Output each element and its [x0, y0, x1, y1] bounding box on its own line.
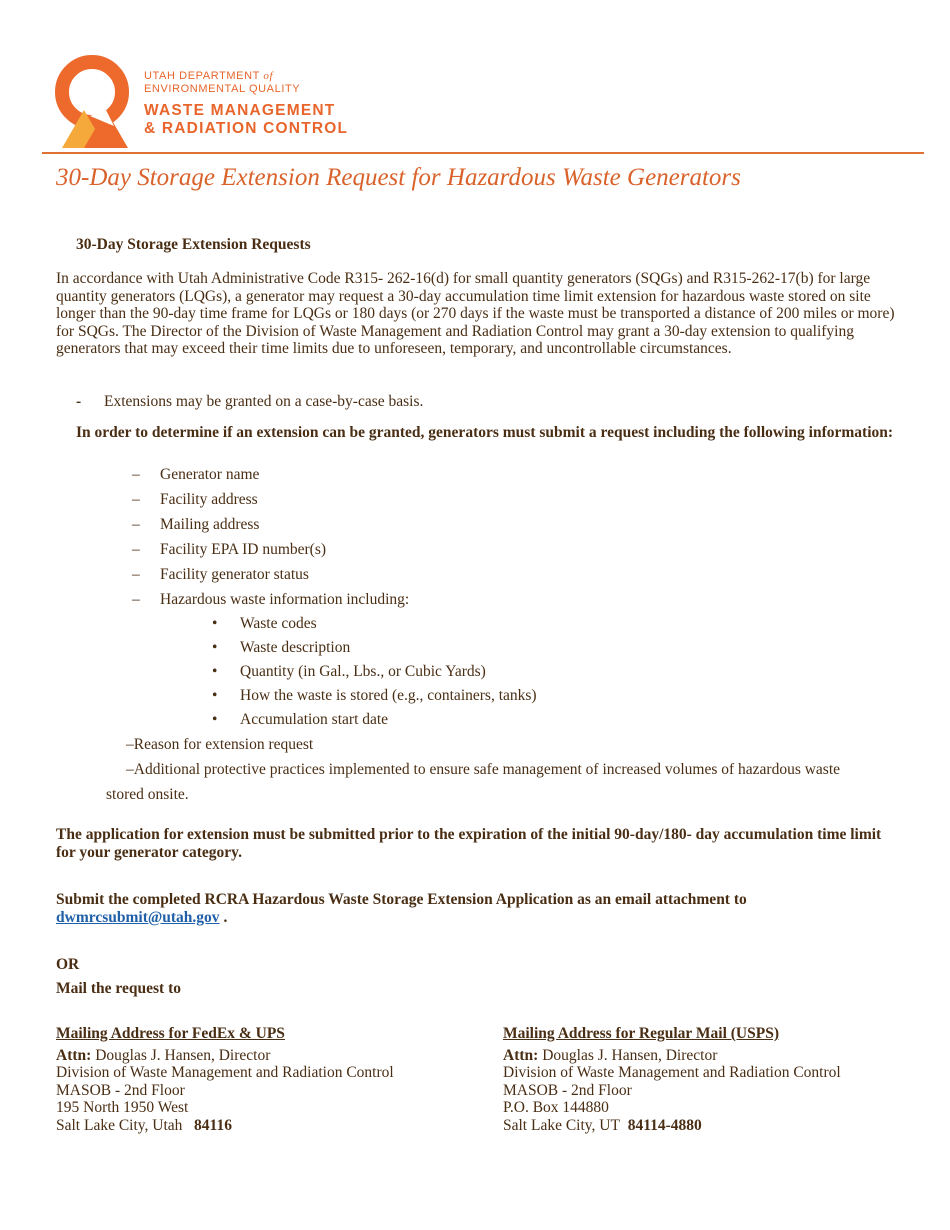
address-city: Salt Lake City, Utah [56, 1116, 183, 1134]
attn-name: Douglas J. Hansen, Director [91, 1046, 271, 1064]
list-item: • Accumulation start date [212, 711, 389, 728]
bullet-marker: • [212, 615, 218, 632]
dash-marker: – [132, 541, 140, 558]
submit-paragraph [56, 891, 816, 927]
header-rule [42, 152, 924, 154]
address-line: MASOB - 2nd Floor [56, 1081, 185, 1099]
address-line: Division of Waste Management and Radiation Control [56, 1064, 394, 1082]
address-zip: 84116 [194, 1116, 232, 1134]
list-item: – Mailing address [132, 516, 260, 533]
address-line: Division of Waste Management and Radiation Control [503, 1064, 841, 1082]
attn-name: Douglas J. Hansen, Director [538, 1046, 718, 1064]
address-usps-heading: Mailing Address for Regular Mail (USPS) [503, 1025, 779, 1042]
dash-marker: – [132, 466, 140, 483]
list-item: • Waste description [212, 639, 351, 656]
practices-item-line1: –Additional protective practices implemented to ensure safe management of increased volumes of hazardous waste [126, 761, 841, 778]
org-line1: UTAH DEPARTMENT [144, 70, 264, 82]
address-usps [503, 1025, 841, 1135]
bullet-marker: • [212, 663, 218, 680]
org-line1-of: of [263, 70, 274, 82]
address-city: Salt Lake City, UT [503, 1116, 620, 1134]
mail-label: Mail the request to [56, 980, 181, 997]
list-item: – Facility address [132, 491, 258, 508]
address-fedex-heading: Mailing Address for FedEx & UPS [56, 1025, 285, 1042]
address-zip: 84114-4880 [627, 1116, 702, 1134]
submit-text: Submit the completed RCRA Hazardous Waste Storage Extension Application as an email attachment to [56, 891, 747, 908]
email-link[interactable]: dwmrcsubmit@utah.gov [56, 909, 220, 926]
intro-paragraph: In accordance with Utah Administrative Code R315- 262-16(d) for small quantity generators (SQGs) and R315-262-17(b) for large quantity generators (LQGs), a generator may request a 30-day accumulation time limit extension for hazardous waste stored on site longer than the 90-day time frame for LQGs or 180 days (or 270 days if the waste must be transported a distance of 200 miles or more) for SQGs. The Director of the Division of Waste Management and Radiation Control may grant a 30-day extension to qualifying generators that may exceed their time limits due to unforeseen, temporary, and uncontrollable circumstances. [56, 270, 895, 358]
practices-item-line2: stored onsite. [106, 786, 189, 803]
list-item: • How the waste is stored (e.g., containers, tanks) [212, 687, 537, 704]
org-name [144, 70, 348, 138]
reason-item: –Reason for extension request [126, 736, 314, 753]
attn-label: Attn: [56, 1046, 92, 1064]
attn-label: Attn: [503, 1046, 539, 1064]
deq-logo-icon [54, 54, 134, 148]
requirement-heading: In order to determine if an extension can be granted, generators must submit a request including the following information: [76, 424, 894, 441]
list-item: • Quantity (in Gal., Lbs., or Cubic Yards) [212, 663, 486, 680]
case-by-case-text: Extensions may be granted on a case-by-case basis. [104, 393, 424, 410]
address-fedex [56, 1025, 394, 1135]
list-item: – Facility EPA ID number(s) [132, 541, 327, 558]
or-label: OR [56, 956, 80, 973]
org-line4: & RADIATION CONTROL [144, 120, 349, 137]
section-heading: 30-Day Storage Extension Requests [76, 236, 311, 253]
bullet-marker: • [212, 639, 218, 656]
org-line2: ENVIRONMENTAL QUALITY [144, 83, 301, 95]
deadline-paragraph: The application for extension must be submitted prior to the expiration of the initial 90-day/180- day accumulation time limit for your generator category. [56, 826, 882, 861]
list-item: – Generator name [132, 466, 260, 483]
dash-marker: – [132, 491, 140, 508]
bullet-marker: • [212, 711, 218, 728]
address-line: P.O. Box 144880 [503, 1099, 609, 1117]
dash-marker: – [132, 566, 140, 583]
address-line: MASOB - 2nd Floor [503, 1081, 632, 1099]
page-title: 30-Day Storage Extension Request for Hazardous Waste Generators [56, 164, 741, 191]
dash-marker: - [76, 393, 82, 410]
submit-period: . [219, 909, 228, 926]
list-item: • Waste codes [212, 615, 317, 632]
bullet-marker: • [212, 687, 218, 704]
org-line3: WASTE MANAGEMENT [144, 102, 336, 119]
list-item: – Facility generator status [132, 566, 309, 583]
dash-marker: – [132, 516, 140, 533]
dash-marker: – [132, 591, 140, 608]
case-by-case-item [76, 393, 423, 411]
address-line: 195 North 1950 West [56, 1099, 189, 1117]
list-item: – Hazardous waste information including: [132, 591, 410, 608]
